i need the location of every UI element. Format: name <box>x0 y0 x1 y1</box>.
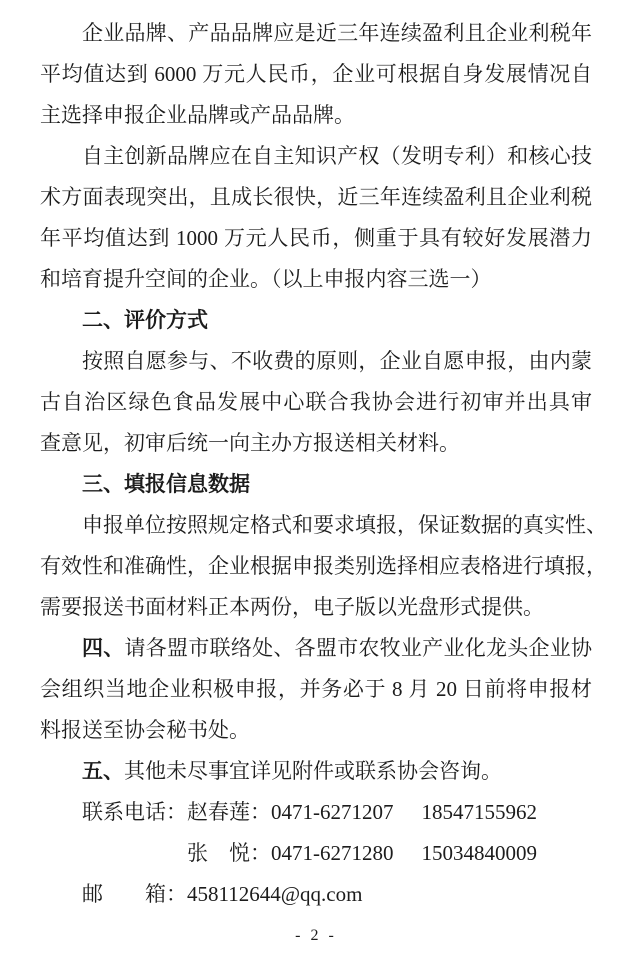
text-line: 申报单位按照规定格式和要求填报，保证数据的真实性、 <box>82 513 607 537</box>
text-line: 古自治区绿色食品发展中心联合我协会进行初审并出具审 <box>40 390 592 414</box>
office-phone-number-1: 0471-6271207 <box>271 800 394 824</box>
section-number: 四、 <box>82 637 125 660</box>
section-number: 五、 <box>82 760 124 783</box>
contact-phone-row-2 <box>40 833 592 874</box>
text-line: 有效性和准确性，企业根据申报类别选择相应表格进行填报， <box>40 554 607 578</box>
text-line: 企业品牌、产品品牌应是近三年连续盈利且企业利税年 <box>82 21 592 45</box>
text-line: 年平均值达到 1000 万元人民币，侧重于具有较好发展潜力 <box>40 226 592 250</box>
contact-name-2: 张 悦： <box>187 841 271 865</box>
contact-phone-row-1 <box>40 792 592 833</box>
contact-name-1: 赵春莲： <box>187 800 271 824</box>
text-line: 主选择申报企业品牌或产品品牌。 <box>40 103 355 127</box>
text-line: 按照自愿参与、不收费的原则，企业自愿申报，由内蒙 <box>82 349 592 373</box>
mobile-phone-number-2: 15034840009 <box>421 841 537 865</box>
text-line: 查意见，初审后统一向主办方报送相关材料。 <box>40 431 460 455</box>
contact-email-label: 邮 箱： <box>82 882 187 906</box>
text-line: 术方面表现突出，且成长很快，近三年连续盈利且企业利税 <box>40 185 592 209</box>
office-phone-number-2: 0471-6271280 <box>271 841 394 865</box>
text-line: 平均值达到 6000 万元人民币，企业可根据自身发展情况自 <box>40 62 592 86</box>
page-number: - 2 - <box>295 927 337 944</box>
text-line <box>40 751 592 792</box>
text-line: 料报送至协会秘书处。 <box>40 718 250 742</box>
contact-phone-label: 联系电话： <box>82 800 187 824</box>
text-line: 自主创新品牌应在自主知识产权（发明专利）和核心技 <box>82 144 592 168</box>
text-line <box>40 628 592 669</box>
text-line-content: 请各盟市联络处、各盟市农牧业产业化龙头企业协 <box>124 636 593 660</box>
section-heading: 二、评价方式 <box>82 309 208 332</box>
contact-email-row <box>40 874 592 915</box>
mobile-phone-number-1: 18547155962 <box>421 800 537 824</box>
text-line: 会组织当地企业积极申报，并务必于 8 月 20 日前将申报材 <box>40 677 592 701</box>
section-heading: 三、填报信息数据 <box>82 473 250 496</box>
text-line-content: 其他未尽事宜详见附件或联系协会咨询。 <box>124 759 502 783</box>
text-line: 和培育提升空间的企业。（以上申报内容三选一） <box>40 267 492 291</box>
document-body <box>40 13 607 792</box>
email-address: 458112644@qq.com <box>187 882 363 906</box>
text-line: 需要报送书面材料正本两份，电子版以光盘形式提供。 <box>40 595 544 619</box>
